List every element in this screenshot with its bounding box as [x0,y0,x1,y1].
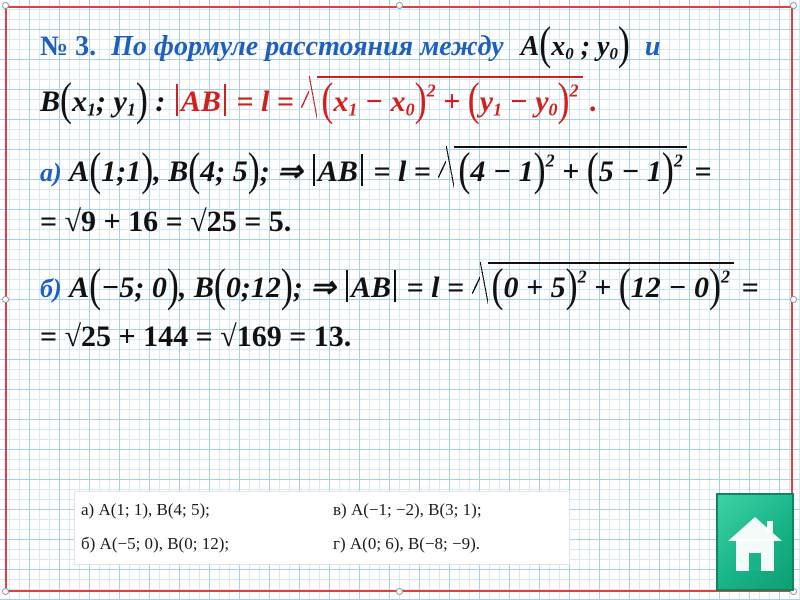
problem-number: № 3. [40,31,97,62]
resize-handle-bottom[interactable] [396,588,403,595]
solution-b-result: = √25 + 144 = √169 = 13. [40,320,352,353]
home-icon [718,495,792,589]
task-list [74,491,570,565]
resize-handle-top-left[interactable] [2,2,9,9]
problem-conj: и [644,31,661,62]
task-b: б) A(−5; 0), B(0; 12); [81,534,230,553]
point-a-formula: $A(x_0$ ; $y_0$) [520,17,630,69]
task-v: в) A(−1; −2), B(3; 1); [333,500,482,519]
problem-intro: По формуле расстояния между [111,31,504,62]
solution-b-line: б) A(−5; 0), B(0;12); ⇒ AB = $l = (0 + 5)^2 + (12 - 0)^2$ = [40,259,759,311]
resize-handle-top-right[interactable] [790,2,797,9]
formula-expression: AB = $l = (x_1 - x_0)^2 + (y_1 - y_0)^2$ [173,85,590,118]
solution-a-result: = √9 + 16 = √25 = 5. [40,205,292,238]
point-b-formula: $B(x_1$; $y_1$) : [40,73,166,125]
solution-b-label: б) [40,274,62,303]
home-button[interactable] [716,493,794,591]
resize-handle-bottom-left[interactable] [2,588,9,595]
solution-a-line: а) A(1;1), B(4; 5); ⇒ AB = $l = (4 - 1)^2 + (5 - 1)^2$ = [40,143,712,195]
resize-handle-top[interactable] [396,2,403,9]
distance-formula: $B(x_1$; $y_1$) : AB = $l = (x_1 - x_0)^2 + (y_1 - y_0)^2$ . [40,73,598,125]
problem-heading [40,17,661,69]
resize-handle-left[interactable] [2,296,9,303]
task-g: г) A(0; 6), B(−8; −9). [333,534,481,553]
solution-a-label: а) [40,158,62,187]
task-a: а) A(1; 1), B(4; 5); [81,500,210,519]
resize-handle-right[interactable] [790,296,797,303]
